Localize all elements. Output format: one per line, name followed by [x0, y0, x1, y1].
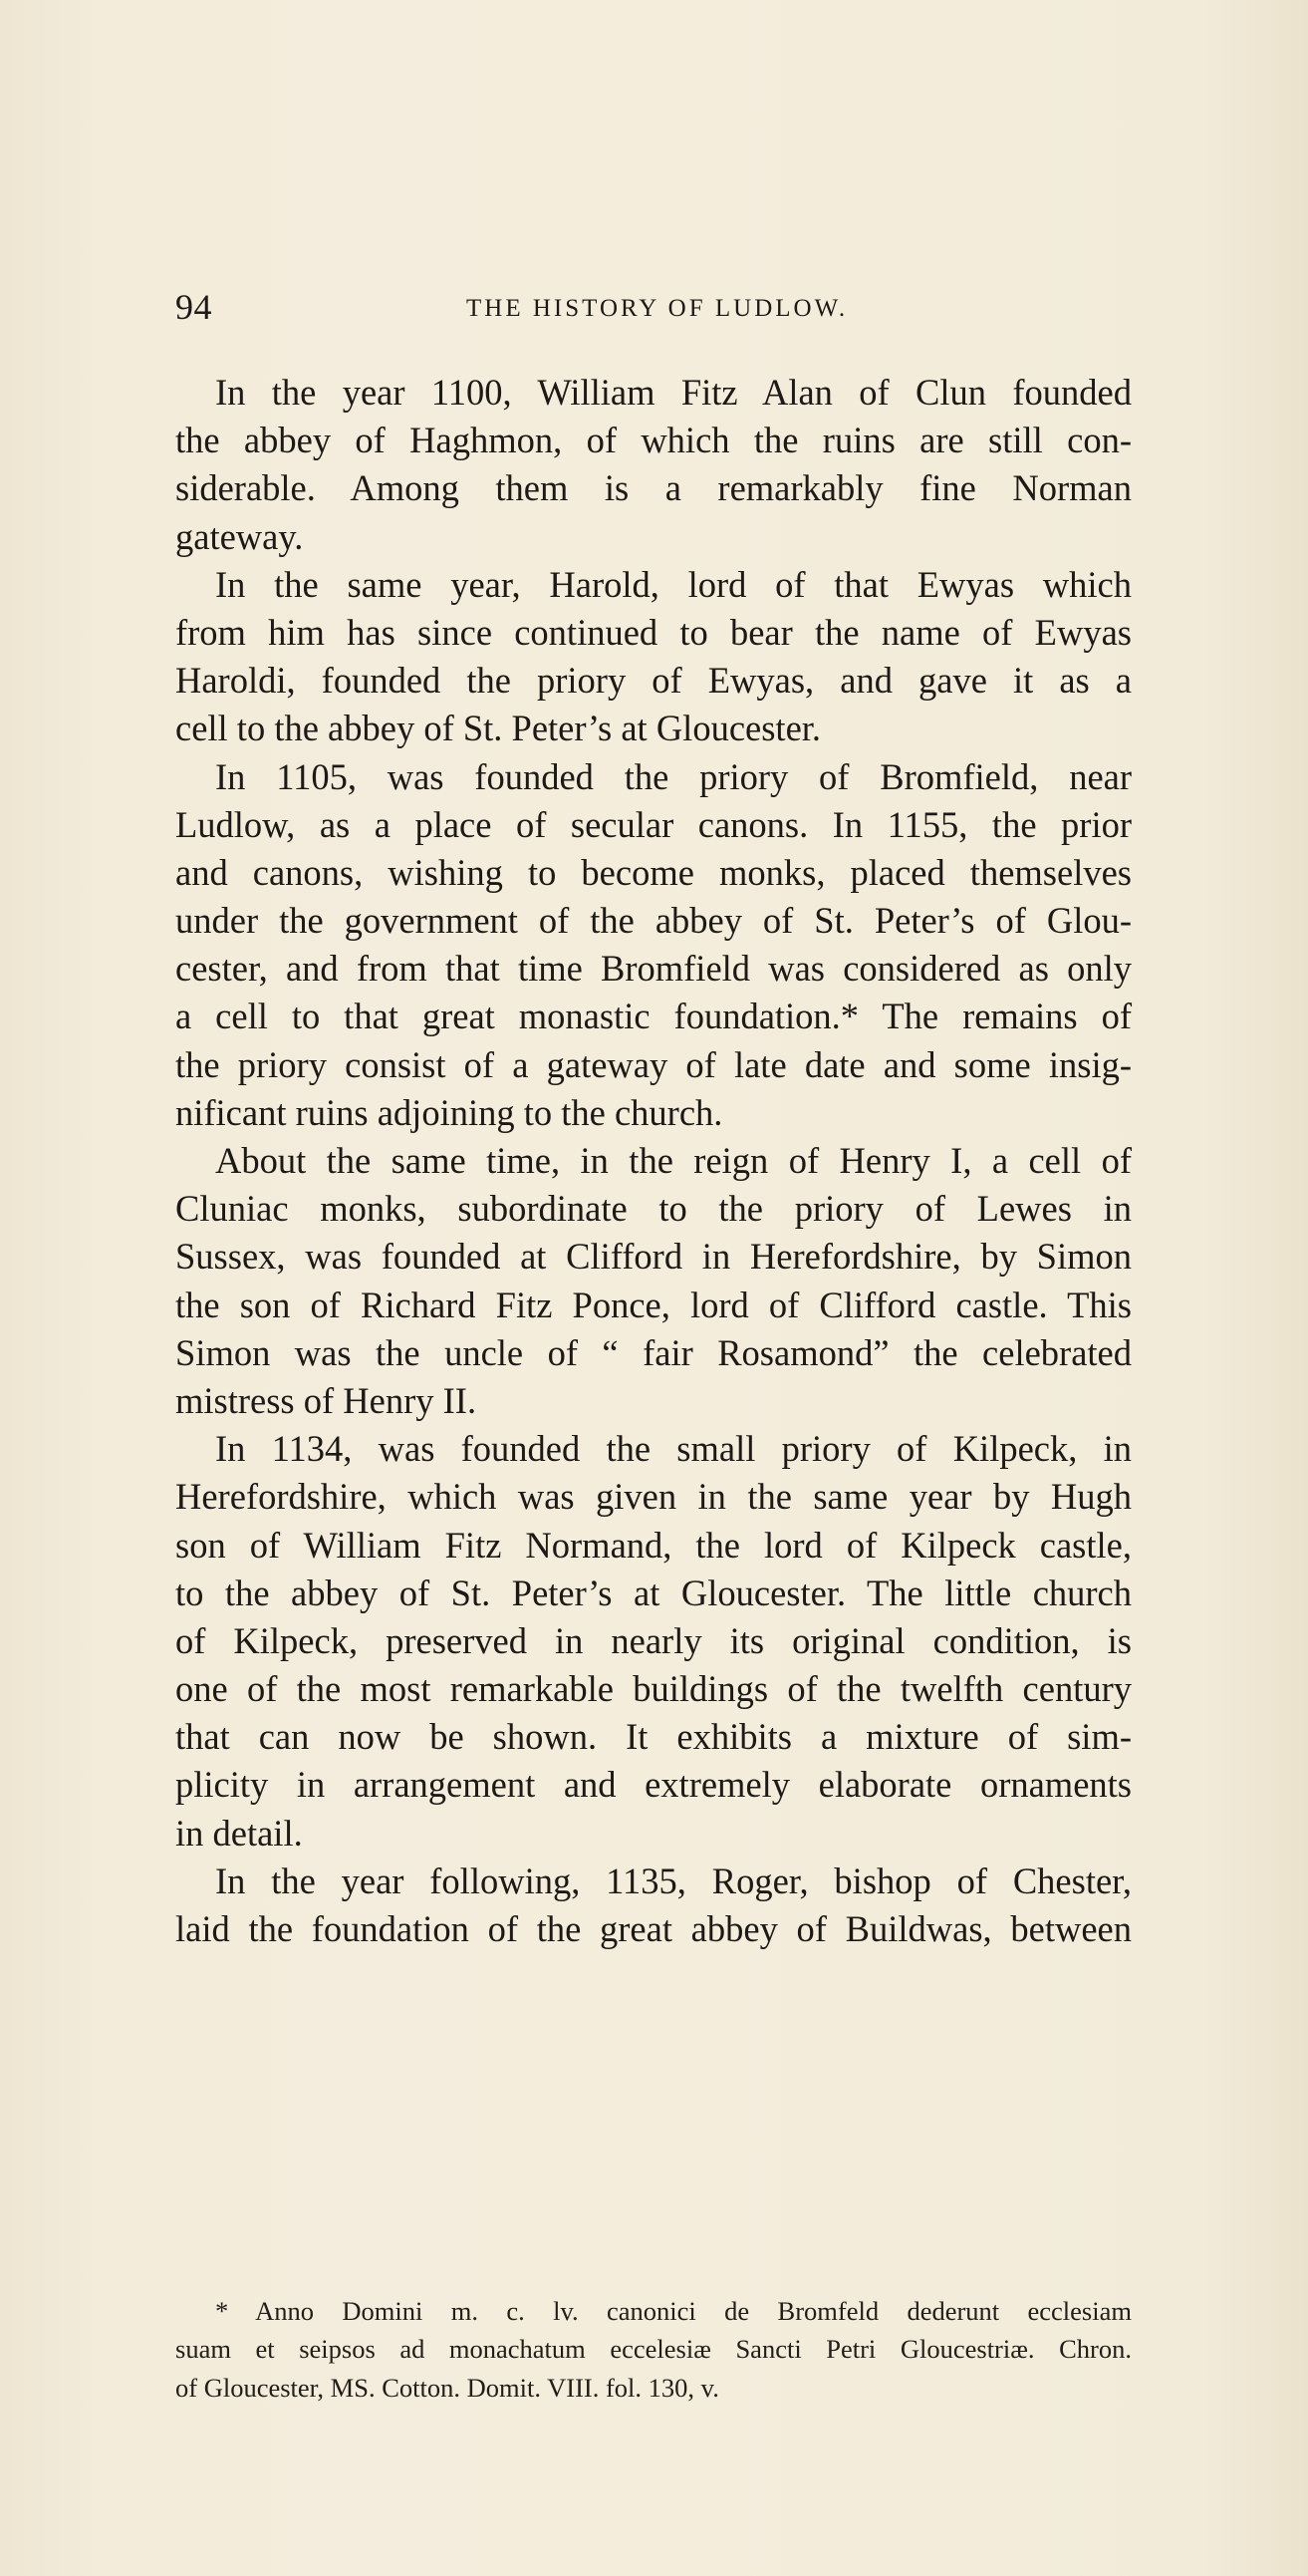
text-line: Cluniac monks, subordinate to the priory of Lewes in	[175, 1188, 1132, 1230]
body-text	[175, 369, 1132, 1949]
running-head	[175, 285, 1132, 329]
text-line: In 1134, was founded the small priory of Kilpeck, in	[215, 1428, 1132, 1470]
text-line: Herefordshire, which was given in the same year by Hugh	[175, 1476, 1132, 1518]
text-line: under the government of the abbey of St. Peter’s of Glou-	[175, 900, 1132, 942]
text-line: In 1105, was founded the priory of Bromfield, near	[215, 755, 1132, 797]
text-line: the son of Richard Fitz Ponce, lord of Clifford castle. This	[175, 1284, 1132, 1325]
text-line: siderable. Among them is a remarkably fine Norman	[175, 467, 1132, 509]
text-line: Ludlow, as a place of secular canons. In 1155, the prior	[175, 803, 1132, 845]
page-number: 94	[175, 287, 212, 327]
text-line: Simon was the uncle of “ fair Rosamond” the celebrated	[175, 1331, 1132, 1373]
text-line: a cell to that great monastic foundation.* The remains of	[175, 996, 1132, 1037]
text-line: the priory consist of a gateway of late date and some insig-	[175, 1043, 1132, 1085]
footnote-line: of Gloucester, MS. Cotton. Domit. VIII. fol. 130, v.	[175, 2372, 719, 2403]
text-line: plicity in arrangement and extremely elaborate ornaments	[175, 1764, 1132, 1806]
text-line: Haroldi, founded the priory of Ewyas, and gave it as a	[175, 660, 1132, 702]
running-title: THE HISTORY OF LUDLOW.	[466, 295, 849, 322]
text-line: In the year following, 1135, Roger, bishop of Chester,	[215, 1860, 1132, 1901]
text-line: cell to the abbey of St. Peter’s at Gloucester.	[175, 708, 822, 749]
text-line: cester, and from that time Bromfield was considered as only	[175, 948, 1132, 990]
text-line: to the abbey of St. Peter’s at Gloucester. The little church	[175, 1572, 1132, 1613]
text-line: the abbey of Haghmon, of which the ruins are still con-	[175, 420, 1132, 461]
text-line: from him has since continued to bear the name of Ewyas	[175, 611, 1132, 653]
text-line: and canons, wishing to become monks, placed themselves	[175, 851, 1132, 893]
text-line: In the same year, Harold, lord of that Ewyas which	[215, 563, 1132, 605]
text-line: one of the most remarkable buildings of the twelfth century	[175, 1668, 1132, 1710]
text-line: son of William Fitz Normand, the lord of Kilpeck castle,	[175, 1524, 1132, 1566]
text-line: of Kilpeck, preserved in nearly its original condition, is	[175, 1619, 1132, 1661]
footnote-line: * Anno Domini m. c. lv. canonici de Bromfeld dederunt ecclesiam	[215, 2296, 1132, 2326]
text-line: that can now be shown. It exhibits a mixture of sim-	[175, 1716, 1132, 1758]
text-line: laid the foundation of the great abbey of Buildwas, between	[175, 1908, 1132, 1949]
text-line: in detail.	[175, 1812, 303, 1854]
text-line: Sussex, was founded at Clifford in Herefordshire, by Simon	[175, 1236, 1132, 1278]
text-line: About the same time, in the reign of Henry I, a cell of	[215, 1140, 1132, 1181]
footnote	[175, 2292, 1132, 2422]
text-line: nificant ruins adjoining to the church.	[175, 1091, 723, 1133]
text-line: In the year 1100, William Fitz Alan of Clun founded	[215, 372, 1132, 413]
footnote-line: suam et seipsos ad monachatum eccelesiæ Sancti Petri Gloucestriæ. Chron.	[175, 2334, 1132, 2365]
text-line: mistress of Henry II.	[175, 1379, 477, 1421]
text-line: gateway.	[175, 515, 304, 557]
